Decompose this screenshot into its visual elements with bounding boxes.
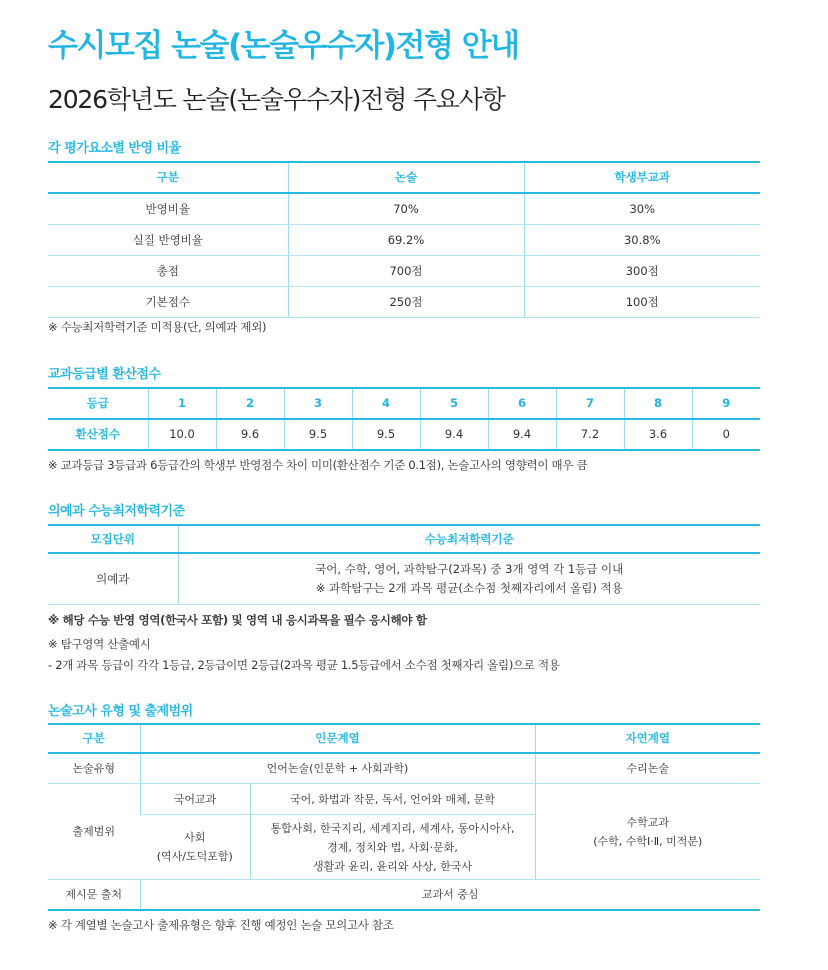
- table-row: [48, 287, 760, 318]
- row-label: 총점: [48, 256, 288, 287]
- scope-header-row: [48, 724, 760, 753]
- math-scope: [535, 784, 760, 880]
- criteria-line-2: ※ 과학탐구는 2개 과목 평균(소수점 첫째자리에서 올림) 적용: [315, 581, 623, 595]
- science-type: 수리논술: [535, 753, 760, 784]
- score-7: 7.2: [556, 419, 624, 450]
- main-title: 수시모집 논술(논술우수자)전형 안내: [48, 28, 519, 64]
- essay-scope-note: ※ 각 계열별 논술고사 출제유형은 향후 진행 예정인 논술 모의고사 참조: [48, 918, 394, 932]
- header-humanities: 인문계열: [140, 724, 535, 753]
- math-label-2: (수학, 수학Ⅰ·Ⅱ, 미적분): [593, 834, 703, 848]
- grade-6: 6: [488, 388, 556, 419]
- essay-scope-table: [48, 723, 760, 911]
- table-row: [48, 784, 760, 815]
- row-label-source: 제시문 출처: [48, 880, 140, 911]
- social-scope-2: 경제, 정치와 법, 사회·문화,: [327, 840, 458, 854]
- row-label-scope: 출제범위: [48, 784, 140, 880]
- grade-2: 2: [216, 388, 284, 419]
- medical-note-2: ※ 탐구영역 산출예시: [48, 637, 151, 651]
- score-1: 10.0: [148, 419, 216, 450]
- cell-value: 300점: [524, 256, 760, 287]
- criteria-cell: [178, 553, 760, 605]
- social-scope-1: 통합사회, 한국지리, 세계지리, 세계사, 동아시아사,: [270, 821, 515, 835]
- score-4: 9.5: [352, 419, 420, 450]
- row-label-type: 논술유형: [48, 753, 140, 784]
- social-scope-3: 생활과 윤리, 윤리와 사상, 한국사: [312, 859, 473, 873]
- score-label: 환산점수: [48, 419, 148, 450]
- medical-header-row: [48, 525, 760, 553]
- section-title-medical: 의예과 수능최저학력기준: [48, 504, 185, 519]
- humanities-type: 언어논술(인문학 + 사회과학): [140, 753, 535, 784]
- source-value: 교과서 중심: [140, 880, 760, 911]
- medical-note-1: ※ 해당 수능 반영 영역(한국사 포함) 및 영역 내 응시과목을 필수 응시해야 함: [48, 613, 427, 627]
- grade-7: 7: [556, 388, 624, 419]
- cell-value: 250점: [288, 287, 524, 318]
- korean-scope: 국어, 화법과 작문, 독서, 언어와 매체, 문학: [250, 784, 535, 815]
- header-school-record: 학생부교과: [524, 162, 760, 193]
- grade-5: 5: [420, 388, 488, 419]
- table-row: [48, 193, 760, 225]
- score-3: 9.5: [284, 419, 352, 450]
- cell-value: 700점: [288, 256, 524, 287]
- social-scope: [250, 815, 535, 880]
- math-label-1: 수학교과: [626, 815, 669, 829]
- social-label: [140, 815, 250, 880]
- score-9: 0: [692, 419, 760, 450]
- grade-9: 9: [692, 388, 760, 419]
- social-label-1: 사회: [184, 831, 206, 844]
- row-label: 기본점수: [48, 287, 288, 318]
- table-row: [48, 553, 760, 605]
- unit-medical: 의예과: [48, 553, 178, 605]
- row-label: 반영비율: [48, 193, 288, 225]
- score-row: [48, 419, 760, 450]
- medical-criteria-table: [48, 524, 760, 605]
- cell-value: 30.8%: [524, 225, 760, 256]
- header-science: 자연계열: [535, 724, 760, 753]
- korean-label: 국어교과: [140, 784, 250, 815]
- header-criteria: 수능최저학력기준: [178, 525, 760, 553]
- grade-1: 1: [148, 388, 216, 419]
- grade-header-row: [48, 388, 760, 419]
- cell-value: 69.2%: [288, 225, 524, 256]
- sub-title: 2026학년도 논술(논술우수자)전형 주요사항: [48, 85, 505, 114]
- score-6: 9.4: [488, 419, 556, 450]
- grade-3: 3: [284, 388, 352, 419]
- ratio-note: ※ 수능최저학력기준 미적용(단, 의예과 제외): [48, 320, 267, 334]
- ratio-table: [48, 161, 760, 318]
- header-essay: 논술: [288, 162, 524, 193]
- table-row: [48, 225, 760, 256]
- section-title-ratio: 각 평가요소별 반영 비율: [48, 141, 181, 156]
- header-category: 구분: [48, 724, 140, 753]
- row-label: 실질 반영비율: [48, 225, 288, 256]
- table-row: [48, 753, 760, 784]
- score-5: 9.4: [420, 419, 488, 450]
- score-8: 3.6: [624, 419, 692, 450]
- cell-value: 100점: [524, 287, 760, 318]
- header-category: 구분: [48, 162, 288, 193]
- table-row: [48, 256, 760, 287]
- section-title-grade-score: 교과등급별 환산점수: [48, 367, 161, 382]
- grade-score-table: [48, 387, 760, 451]
- grade-label: 등급: [48, 388, 148, 419]
- score-2: 9.6: [216, 419, 284, 450]
- header-unit: 모집단위: [48, 525, 178, 553]
- medical-note-3: - 2개 과목 등급이 각각 1등급, 2등급이면 2등급(2과목 평균 1.5등급에서 소수점 첫째자리 올림)으로 적용: [48, 658, 560, 672]
- cell-value: 70%: [288, 193, 524, 225]
- grade-4: 4: [352, 388, 420, 419]
- cell-value: 30%: [524, 193, 760, 225]
- ratio-header-row: [48, 162, 760, 193]
- table-row: [48, 880, 760, 911]
- grade-8: 8: [624, 388, 692, 419]
- social-label-2: (역사/도덕포함): [156, 850, 233, 863]
- criteria-line-1: 국어, 수학, 영어, 과학탐구(2과목) 중 3개 영역 각 1등급 이내: [315, 562, 624, 576]
- grade-score-note: ※ 교과등급 3등급과 6등급간의 학생부 반영점수 차이 미미(환산점수 기준 0.1점), 논술고사의 영향력이 매우 큼: [48, 458, 588, 472]
- section-title-essay-scope: 논술고사 유형 및 출제범위: [48, 704, 193, 719]
